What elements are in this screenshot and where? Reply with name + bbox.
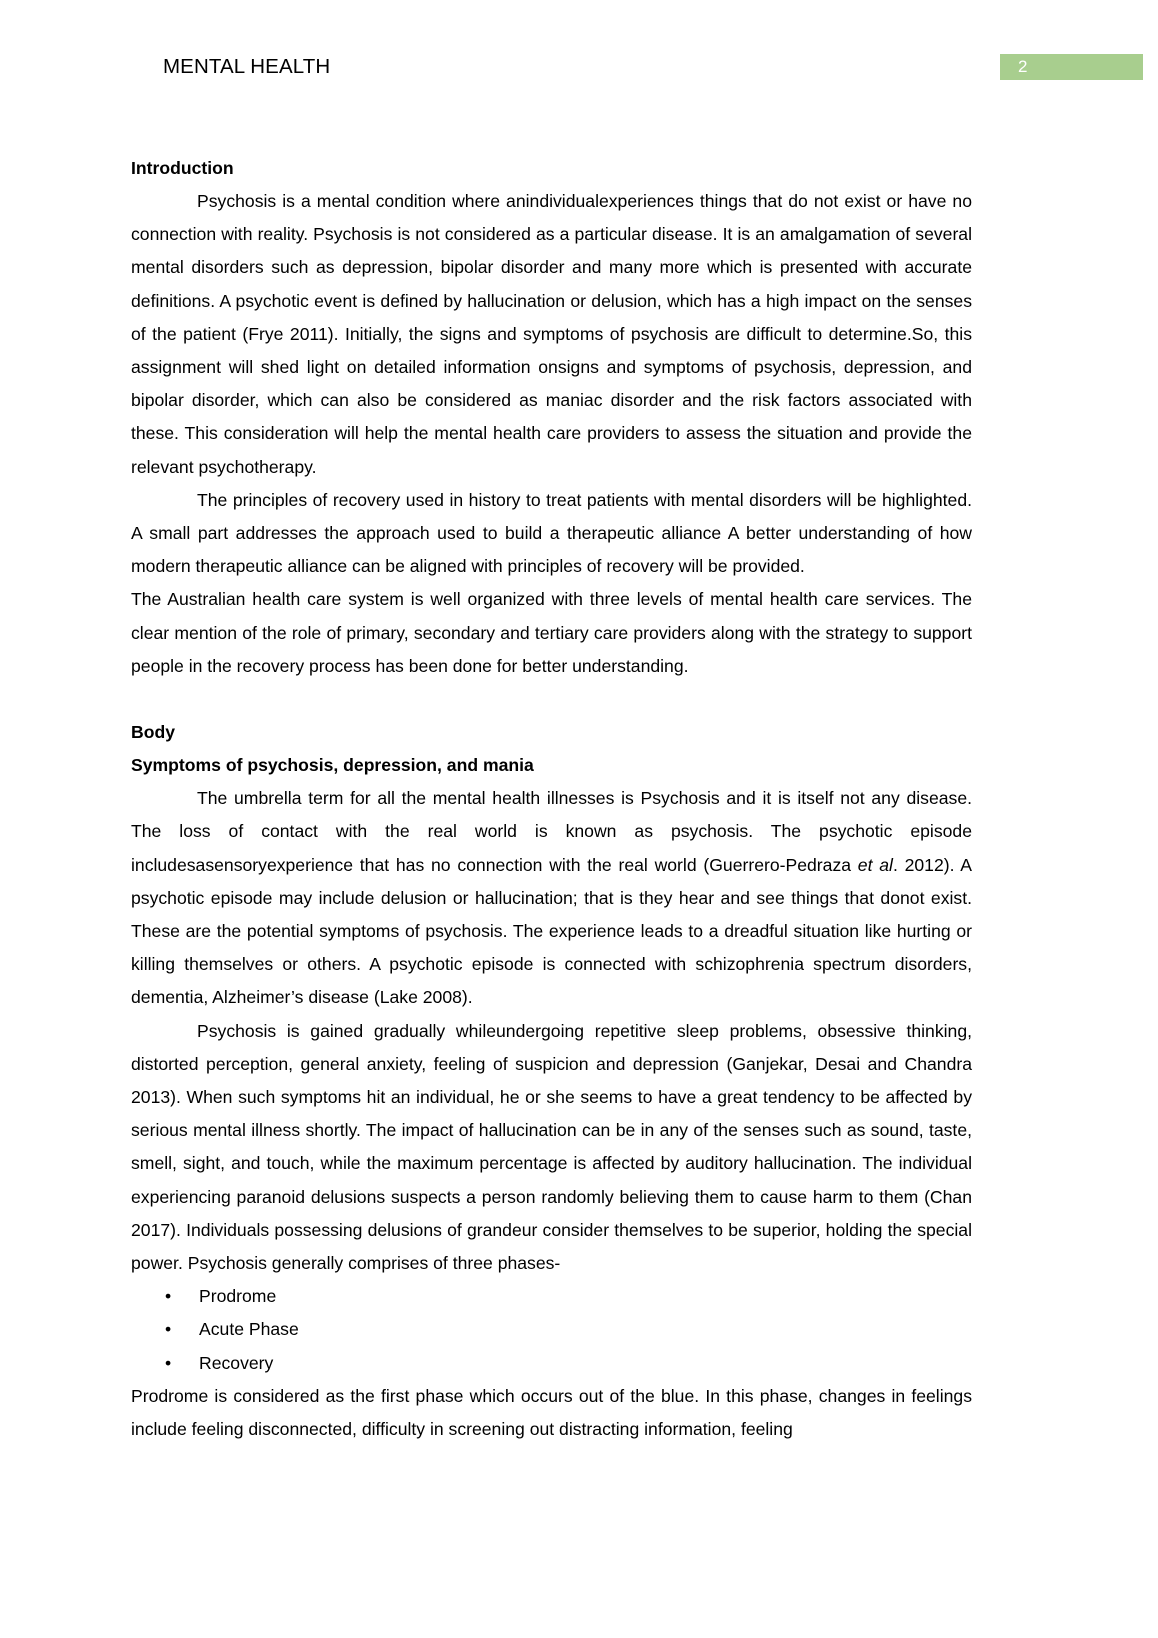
list-item [131,1280,972,1313]
heading-symptoms: Symptoms of psychosis, depression, and mania [131,755,534,776]
page-number-text: 2 [1018,57,1028,76]
paragraph-spacer [131,683,972,716]
psychosis-phases-list [131,1280,972,1380]
citation-et-al: et al [857,854,893,875]
running-header-title: MENTAL HEALTH [163,55,331,78]
page-header [0,52,1158,88]
page-number-badge [1000,54,1143,80]
list-item-label: Acute Phase [199,1319,299,1340]
heading-introduction: Introduction [131,158,234,178]
paragraph-intro-3: The Australian health care system is well organized with three levels of mental health care services. The clear mention of the role of primary, secondary and tertiary care providers along with the strategy to support people in the recovery process has been done for better understanding. [131,589,972,676]
symptoms-text-before-citation: The umbrella term for all the mental health illnesses is Psychosis and it is itself not any disease. The loss of contact with the real world is known as psychosis. The psychotic episode includesasensoryexperience that has no connection with the real world (Guerrero-Pedraza [131,788,972,875]
paragraph-symptoms-2: Psychosis is gained gradually whileundergoing repetitive sleep problems, obsessive thinking, distorted perception, general anxiety, feeling of suspicion and depression (Ganjekar, Desai and Chandra 2013). When such symptoms hit an individual, he or she seems to have a great tendency to be affected by serious mental illness shortly. The impact of hallucination can be in any of the senses such as sound, taste, smell, sight, and touch, while the maximum percentage is affected by auditory hallucination. The individual experiencing paranoid delusions suspects a person randomly believing them to cause harm to them (Chan 2017). Individuals possessing delusions of grandeur consider themselves to be superior, holding the special power. Psychosis generally comprises of three phases- [131,1020,972,1274]
bullet-icon: • [165,1319,172,1340]
paragraph-intro-1: Psychosis is a mental condition where anindividualexperiences things that do not exist or have no connection with reality. Psychosis is not considered as a particular disease. It is an amalgamation of several mental disorders such as depression, bipolar disorder and many more which is presented with accurate definitions. A psychotic event is defined by hallucination or delusion, which has a high impact on the senses of the patient (Frye 2011). Initially, the signs and symptoms of psychosis are difficult to determine.So, this assignment will shed light on detailed information onsigns and symptoms of psychosis, depression, and bipolar disorder, which can also be considered as maniac disorder and the risk factors associated with these. This consideration will help the mental health care providers to assess the situation and provide the relevant psychotherapy. [131,191,972,477]
list-item-label: Recovery [199,1352,274,1373]
list-item-label: Prodrome [199,1286,277,1307]
symptoms-text-after-citation: . 2012). A psychotic episode may include delusion or hallucination; that is they hear and see things that donot exist. These are the potential symptoms of psychosis. The experience leads to a dreadful situation like hurting or killing themselves or others. A psychotic episode is connected with schizophrenia spectrum disorders, dementia, Alzheimer’s disease (Lake 2008). [131,854,972,1008]
paragraph-symptoms-1 [131,782,972,1014]
list-item [131,1347,972,1380]
heading-body: Body [131,722,175,743]
document-body [131,152,972,1446]
bullet-icon: • [165,1286,172,1307]
paragraph-closing: Prodrome is considered as the first phase which occurs out of the blue. In this phase, changes in feelings include feeling disconnected, difficulty in screening out distracting information, feeling [131,1385,972,1440]
bullet-icon: • [165,1352,172,1373]
paragraph-intro-2: The principles of recovery used in history to treat patients with mental disorders will be highlighted. A small part addresses the approach used to build a therapeutic alliance A better understanding of how modern therapeutic alliance can be aligned with principles of recovery will be provided. [131,489,972,577]
list-item [131,1313,972,1346]
